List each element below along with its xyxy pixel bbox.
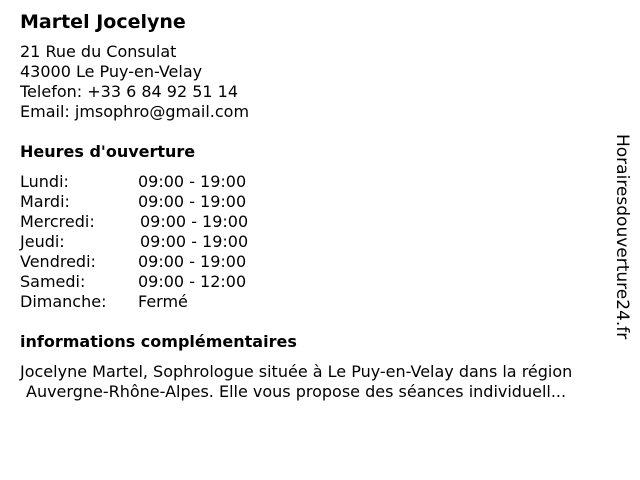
time-value: Fermé <box>138 292 188 311</box>
hours-row-thursday <box>20 232 620 252</box>
hours-row-tuesday <box>20 192 620 212</box>
hours-row-sunday <box>20 292 620 312</box>
day-label: Mercredi: <box>20 212 95 231</box>
time-value: 09:00 - 12:00 <box>138 272 247 291</box>
day-label: Lundi: <box>20 172 69 191</box>
address-line-1: 21 Rue du Consulat <box>20 42 177 61</box>
info-description-line-2: Auvergne-Rhône-Alpes. Elle vous propose des séances individuell... <box>26 382 567 401</box>
time-value: 09:00 - 19:00 <box>138 252 247 271</box>
business-name: Martel Jocelyne <box>20 11 186 33</box>
time-value: 09:00 - 19:00 <box>138 172 247 191</box>
time-value: 09:00 - 19:00 <box>140 212 249 231</box>
phone-line: Telefon: +33 6 84 92 51 14 <box>20 82 239 101</box>
time-value: 09:00 - 19:00 <box>138 192 247 211</box>
site-brand-text: Horairesdouverture24.fr <box>612 134 632 340</box>
hours-row-wednesday <box>20 212 620 232</box>
day-label: Dimanche: <box>20 292 107 311</box>
day-label: Jeudi: <box>20 232 65 251</box>
hours-row-monday <box>20 172 620 192</box>
time-value: 09:00 - 19:00 <box>140 232 249 251</box>
hours-row-saturday <box>20 272 620 292</box>
day-label: Samedi: <box>20 272 86 291</box>
business-card <box>20 8 620 402</box>
info-description-line-1: Jocelyne Martel, Sophrologue située à Le Puy-en-Velay dans la région <box>20 362 573 381</box>
info-title: informations complémentaires <box>20 332 297 351</box>
info-description <box>20 362 620 402</box>
hours-table <box>20 172 620 312</box>
address-line-2: 43000 Le Puy-en-Velay <box>20 62 203 81</box>
email-line: Email: jmsophro@gmail.com <box>20 102 250 121</box>
day-label: Vendredi: <box>20 252 96 271</box>
hours-row-friday <box>20 252 620 272</box>
hours-title: Heures d'ouverture <box>20 142 196 161</box>
day-label: Mardi: <box>20 192 70 211</box>
